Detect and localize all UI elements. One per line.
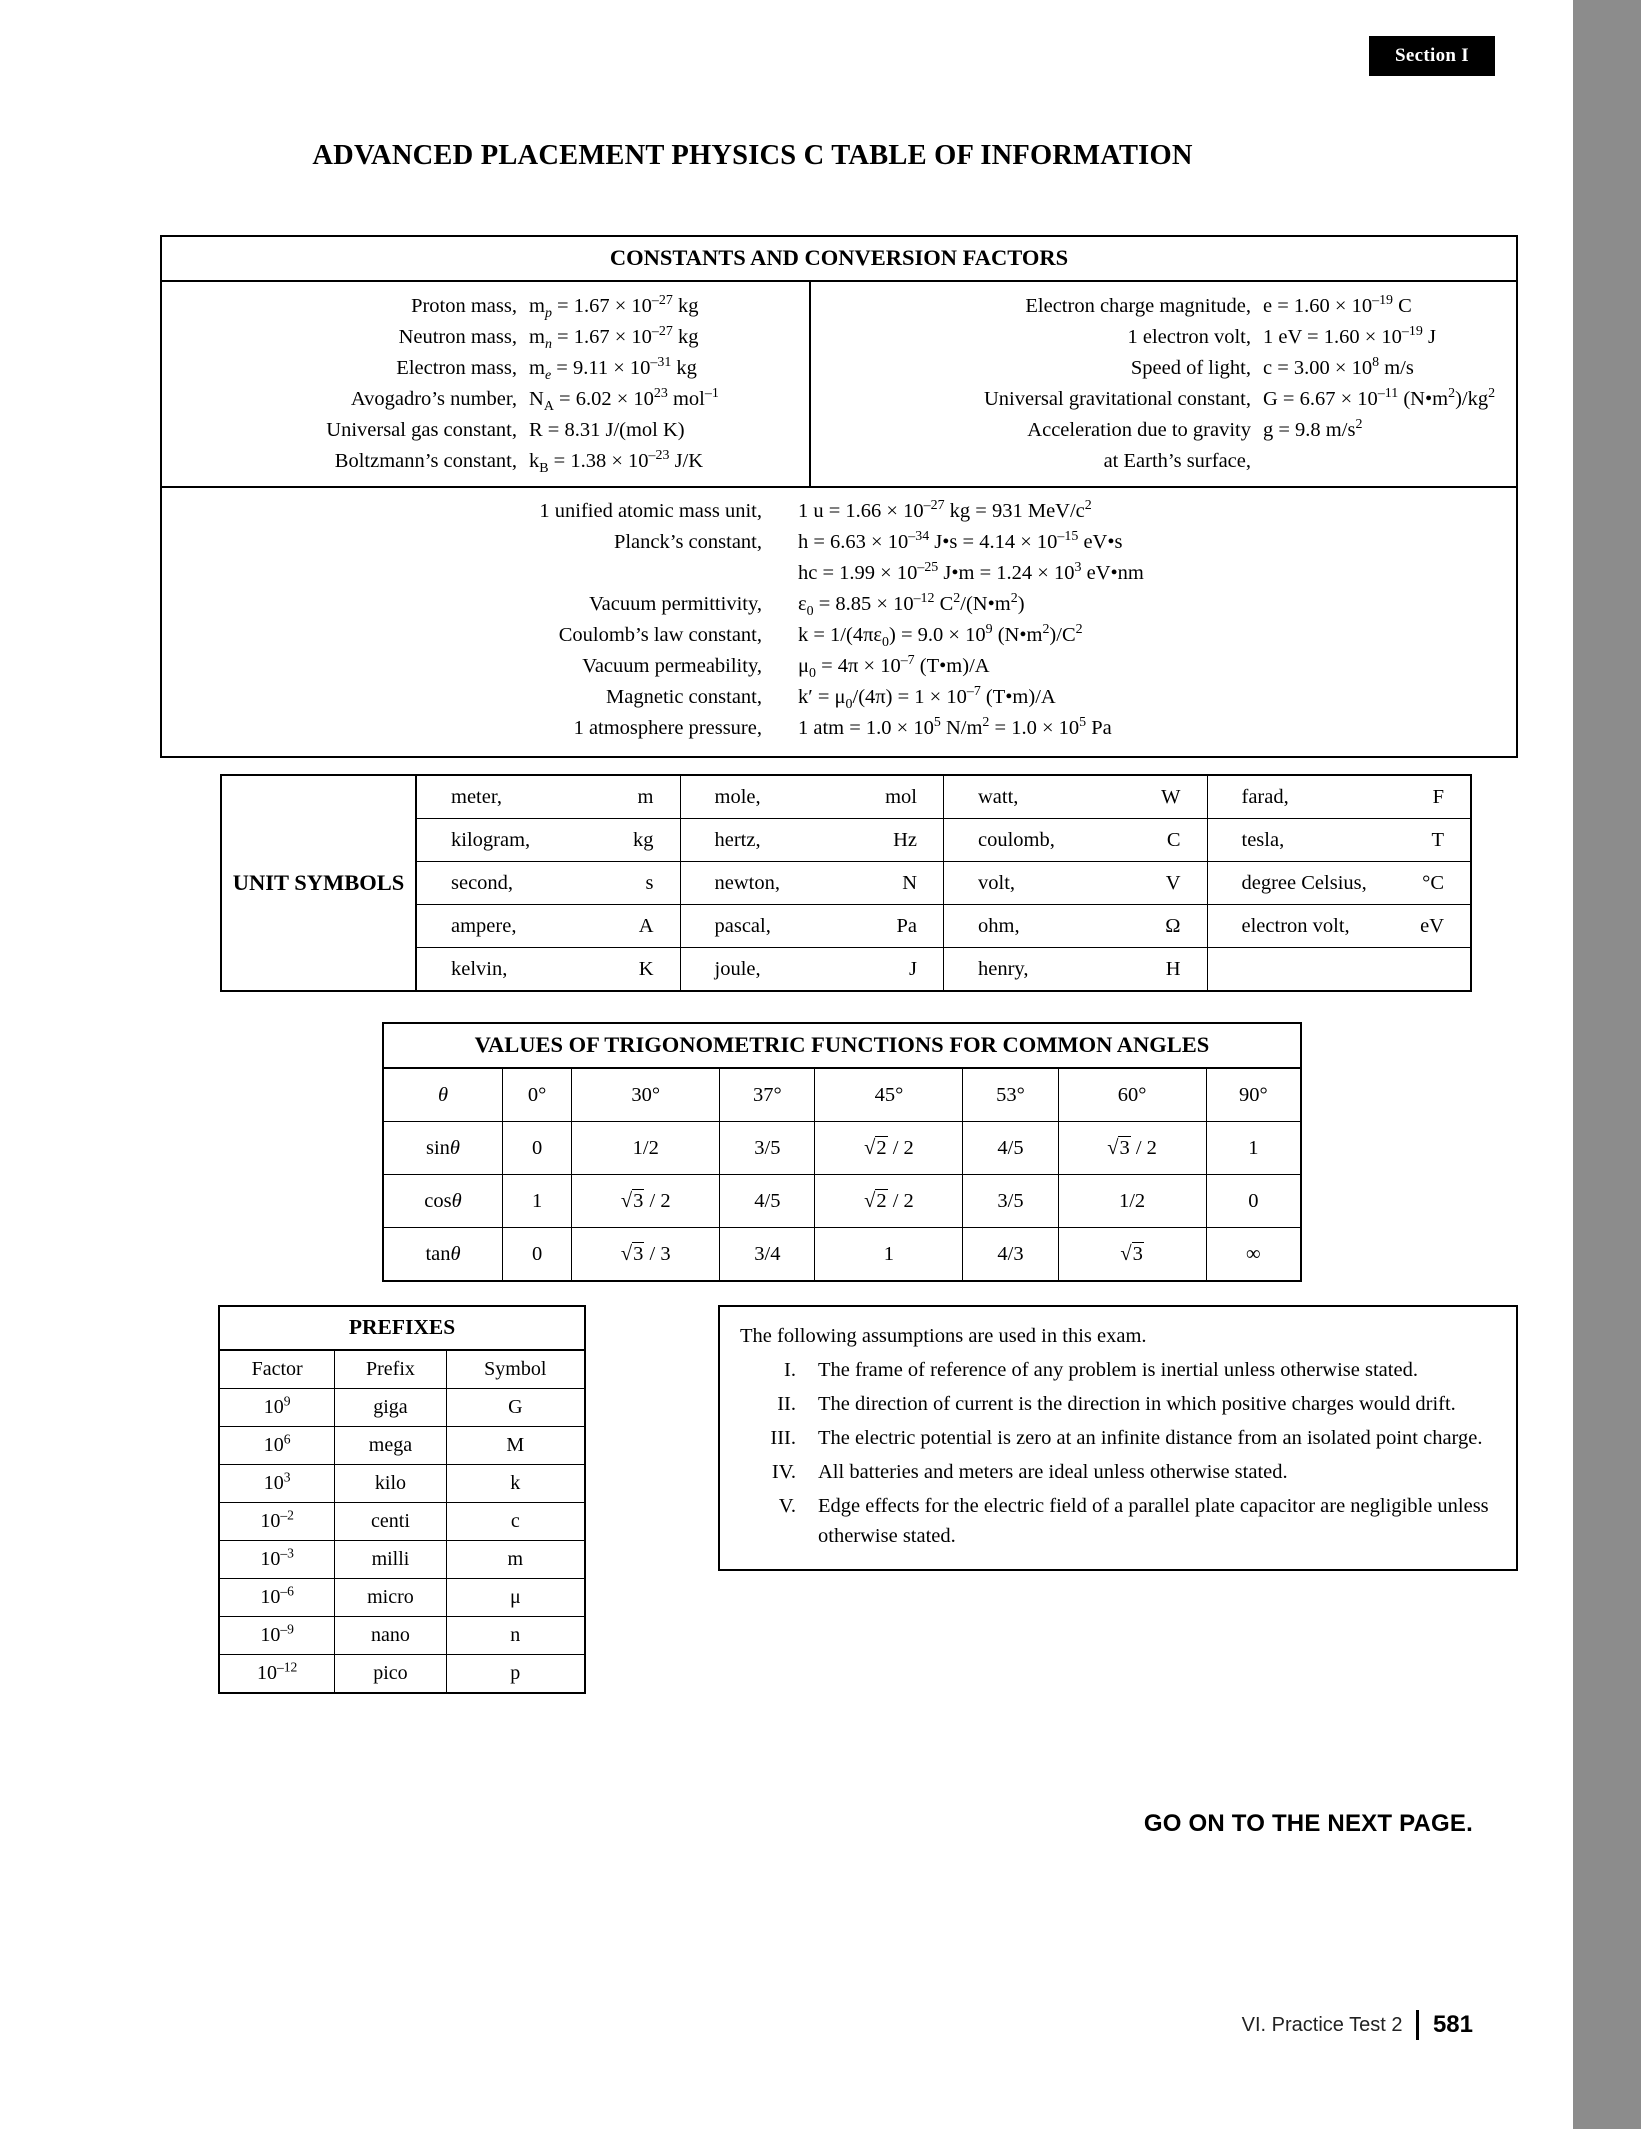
prefix-factor: $10^{-9}$ [220, 1617, 335, 1655]
constant-row [162, 682, 1516, 713]
unit-symbol: eV [1420, 915, 1444, 937]
prefix-symbol: p [446, 1655, 584, 1693]
unit-symbol-cell [944, 948, 1208, 990]
unit-symbols-row [417, 905, 1470, 948]
unit-symbol-cell [681, 948, 945, 990]
constant-label: Vacuum permeability, [582, 655, 762, 677]
assumption-text: All batteries and meters are ideal unless otherwise stated. [818, 1461, 1288, 1483]
unit-name: degree Celsius, [1241, 872, 1367, 894]
unit-name: ampere, [451, 915, 517, 937]
prefix-name: centi [335, 1503, 446, 1541]
unit-symbol: J [909, 958, 917, 980]
trig-angle-header: 30° [572, 1069, 720, 1122]
constant-label: Electron charge magnitude, [1025, 295, 1251, 317]
constant-label: Proton mass, [411, 295, 517, 317]
constant-value: 1 atm = $1.0 \times 10^5$ $N/m^2 = 1.0 \times 10^5$ Pa [798, 715, 1112, 739]
unit-symbols-label: UNIT SYMBOLS [222, 776, 417, 990]
constant-row [162, 651, 1516, 682]
prefixes-column-header: Factor [220, 1351, 335, 1389]
constant-label: at Earth’s surface, [1103, 450, 1251, 472]
prefixes-header-row [220, 1351, 584, 1389]
prefix-name: giga [335, 1389, 446, 1427]
assumptions-intro: The following assumptions are used in this exam. [740, 1325, 1147, 1347]
prefix-symbol: G [446, 1389, 584, 1427]
unit-name: tesla, [1241, 829, 1285, 851]
constants-header: CONSTANTS AND CONVERSION FACTORS [162, 237, 1516, 282]
constant-label: 1 atmosphere pressure, [573, 717, 762, 739]
constant-value: $e = 1.60 \times 10^{-19}$ C [1263, 293, 1412, 317]
trig-value-cell: √3 / 2 [572, 1175, 720, 1228]
constant-row [811, 322, 1523, 353]
prefix-factor: $10^9$ [220, 1389, 335, 1427]
constant-row [811, 415, 1523, 446]
unit-symbol: H [1165, 958, 1181, 980]
constant-value: $m_p = 1.67 \times 10^{-27}$ kg [529, 293, 699, 322]
prefix-name: milli [335, 1541, 446, 1579]
prefix-symbol: n [446, 1617, 584, 1655]
prefix-name: nano [335, 1617, 446, 1655]
prefix-factor: $10^{-6}$ [220, 1579, 335, 1617]
trig-value-cell: 0 [503, 1122, 572, 1175]
unit-symbol-cell [681, 819, 945, 861]
trig-function-label: sinθ [384, 1122, 503, 1175]
unit-symbol-cell [417, 776, 681, 818]
unit-symbol-cell [1208, 905, 1471, 947]
constant-label: Acceleration due to gravity [1027, 419, 1251, 441]
constant-value: $\mu_0 = 4\pi \times 10^{-7}$ (T•m)/A [798, 653, 990, 682]
unit-symbol-cell [944, 862, 1208, 904]
unit-symbol: Ω [1165, 915, 1181, 937]
trig-value-cell: 1 [1206, 1122, 1300, 1175]
prefix-symbol: μ [446, 1579, 584, 1617]
unit-symbol-cell [1208, 862, 1471, 904]
constant-row [811, 446, 1523, 477]
prefixes-grid [220, 1351, 584, 1692]
constant-label: Speed of light, [1130, 357, 1251, 379]
unit-name: kilogram, [451, 829, 531, 851]
prefix-name: kilo [335, 1465, 446, 1503]
unit-symbol: T [1431, 829, 1444, 851]
prefixes-row [220, 1427, 584, 1465]
constant-label: Universal gravitational constant, [984, 388, 1251, 410]
prefix-name: pico [335, 1655, 446, 1693]
unit-name: newton, [714, 872, 780, 894]
unit-name: watt, [978, 786, 1019, 808]
trig-value-cell: √2 / 2 [815, 1122, 963, 1175]
constant-value: $G = 6.67 \times 10^{-11}$ $(N•m^2)/kg^2$ [1263, 386, 1496, 410]
unit-symbol: F [1432, 786, 1444, 808]
trig-value-cell: 3/5 [720, 1122, 815, 1175]
constant-value: $\varepsilon_0 = 8.85 \times 10^{-12}$ $C^2/(N•m^2)$ [798, 591, 1025, 620]
page-title: ADVANCED PLACEMENT PHYSICS C TABLE OF INFORMATION [312, 140, 1193, 171]
constant-row [162, 415, 809, 446]
trig-value-cell: 0 [1206, 1175, 1300, 1228]
prefix-factor: $10^3$ [220, 1465, 335, 1503]
footer-divider [1416, 2010, 1419, 2040]
unit-symbol: Pa [896, 915, 917, 937]
unit-symbol-cell [944, 776, 1208, 818]
prefixes-table [218, 1305, 586, 1694]
trig-value-cell: 1/2 [572, 1122, 720, 1175]
prefixes-row [220, 1541, 584, 1579]
unit-symbol: A [638, 915, 654, 937]
trig-row [384, 1122, 1300, 1175]
unit-symbol-cell [417, 905, 681, 947]
unit-symbol-cell [681, 905, 945, 947]
prefix-symbol: m [446, 1541, 584, 1579]
assumption-item [736, 1457, 1494, 1487]
constant-row [162, 527, 1516, 558]
constant-value: $k' = \mu_0/(4\pi) = 1 \times 10^{-7}$ (T•m)/A [798, 684, 1056, 713]
section-tab: Section I [1369, 36, 1495, 76]
constant-row [162, 446, 809, 477]
unit-symbol-cell [417, 862, 681, 904]
prefixes-row [220, 1503, 584, 1541]
trig-angle-header: θ [384, 1069, 503, 1122]
assumption-number: II. [777, 1393, 796, 1415]
trig-row [384, 1175, 1300, 1228]
constant-label: Neutron mass, [398, 326, 517, 348]
constant-row [162, 713, 1516, 744]
assumption-number: III. [770, 1427, 796, 1449]
unit-symbol: mol [885, 786, 917, 808]
constant-value [1263, 446, 1523, 477]
constant-value: $m_e = 9.11 \times 10^{-31}$ kg [529, 355, 697, 384]
prefix-factor: $10^6$ [220, 1427, 335, 1465]
unit-name: hertz, [714, 829, 761, 851]
unit-name: ohm, [978, 915, 1020, 937]
trig-angle-header: 90° [1206, 1069, 1300, 1122]
assumption-number: IV. [771, 1461, 796, 1483]
trig-value-cell: 1 [503, 1175, 572, 1228]
trig-angle-header: 60° [1058, 1069, 1206, 1122]
trig-function-label: tanθ [384, 1228, 503, 1281]
constant-value: $N_A = 6.02 \times 10^{23}$ mol$^{-1}$ [529, 386, 719, 415]
prefixes-header: PREFIXES [220, 1307, 584, 1351]
trig-angle-header: 37° [720, 1069, 815, 1122]
unit-name: volt, [978, 872, 1016, 894]
constant-row [162, 589, 1516, 620]
constant-value: $k = 1/(4\pi\varepsilon_0) = 9.0 \times 10^9$ $(N•m^2)/C^2$ [798, 622, 1083, 651]
constant-value: $m_n = 1.67 \times 10^{-27}$ kg [529, 324, 699, 353]
constant-row [162, 558, 1516, 589]
trig-value-cell: 1 [815, 1228, 963, 1281]
prefixes-column-header: Symbol [446, 1351, 584, 1389]
unit-symbols-row [417, 819, 1470, 862]
unit-symbol: s [645, 872, 654, 894]
constant-value: $h = 6.63 \times 10^{-34}$ J•s = $4.14 \times 10^{-15}$ eV•s [798, 529, 1123, 553]
constant-label: 1 electron volt, [1127, 326, 1251, 348]
constants-left-column [162, 282, 811, 486]
constant-row [811, 291, 1523, 322]
prefixes-row [220, 1655, 584, 1693]
prefix-factor: $10^{-3}$ [220, 1541, 335, 1579]
unit-symbol: C [1166, 829, 1181, 851]
assumption-item [736, 1491, 1494, 1551]
prefixes-column-header: Prefix [335, 1351, 446, 1389]
unit-name: second, [451, 872, 514, 894]
unit-symbol: °C [1422, 872, 1444, 894]
constant-row [162, 384, 809, 415]
trig-value-cell: 3/5 [963, 1175, 1058, 1228]
trig-angle-header: 53° [963, 1069, 1058, 1122]
constant-label: Electron mass, [396, 357, 517, 379]
unit-symbols-row [417, 862, 1470, 905]
assumptions-box [718, 1305, 1518, 1571]
trig-value-cell: 4/5 [720, 1175, 815, 1228]
trig-value-cell: √2 / 2 [815, 1175, 963, 1228]
prefix-name: micro [335, 1579, 446, 1617]
trig-value-cell: 4/5 [963, 1122, 1058, 1175]
trig-value-cell: √3 [1058, 1228, 1206, 1281]
assumption-text: Edge effects for the electric field of a parallel plate capacitor are negligible unless otherwise stated. [818, 1495, 1489, 1547]
constant-value: $c = 3.00 \times 10^8$ m/s [1263, 355, 1414, 379]
trig-row [384, 1228, 1300, 1281]
constant-row [162, 496, 1516, 527]
unit-symbols-row [417, 776, 1470, 819]
trig-header: VALUES OF TRIGONOMETRIC FUNCTIONS FOR COMMON ANGLES [384, 1024, 1300, 1069]
prefix-factor: $10^{-2}$ [220, 1503, 335, 1541]
constant-row [162, 322, 809, 353]
assumption-item [736, 1389, 1494, 1419]
trig-angle-header: 0° [503, 1069, 572, 1122]
prefix-name: mega [335, 1427, 446, 1465]
prefix-symbol: c [446, 1503, 584, 1541]
constant-value: g = 9.8 $m/s^2$ [1263, 417, 1363, 441]
go-on-notice: GO ON TO THE NEXT PAGE. [1143, 1810, 1473, 1837]
constant-row [811, 353, 1523, 384]
unit-symbol: W [1161, 786, 1181, 808]
prefix-symbol: M [446, 1427, 584, 1465]
unit-name: mole, [714, 786, 761, 808]
unit-name: joule, [714, 958, 761, 980]
trig-value-cell: √3 / 2 [1058, 1122, 1206, 1175]
assumptions-list [736, 1355, 1494, 1551]
page-footer [1242, 2010, 1473, 2040]
assumption-number: V. [778, 1495, 796, 1517]
constant-value: 1 eV = $1.60 \times 10^{-19}$ J [1263, 324, 1436, 348]
assumption-text: The direction of current is the direction in which positive charges would drift. [818, 1393, 1456, 1415]
unit-symbol: K [638, 958, 654, 980]
unit-symbol-cell [417, 819, 681, 861]
constant-label: Magnetic constant, [606, 686, 762, 708]
unit-symbol-cell [1208, 819, 1471, 861]
constant-label: Avogadro’s number, [350, 388, 517, 410]
prefixes-row [220, 1465, 584, 1503]
constant-label: 1 unified atomic mass unit, [539, 500, 762, 522]
trig-value-cell: ∞ [1206, 1228, 1300, 1281]
unit-symbol-cell [944, 905, 1208, 947]
trig-table [382, 1022, 1302, 1282]
assumption-text: The electric potential is zero at an infinite distance from an isolated point charge. [818, 1427, 1483, 1449]
footer-section-label: VI. Practice Test 2 [1241, 2013, 1403, 2036]
assumption-item [736, 1423, 1494, 1453]
constant-label: Universal gas constant, [326, 419, 517, 441]
unit-name: henry, [978, 958, 1029, 980]
constant-label: Coulomb’s law constant, [558, 624, 762, 646]
trig-header-row [384, 1069, 1300, 1122]
trig-value-cell: 1/2 [1058, 1175, 1206, 1228]
unit-name: coulomb, [978, 829, 1055, 851]
prefix-factor: $10^{-12}$ [220, 1655, 335, 1693]
constants-table [160, 235, 1518, 758]
unit-symbol-cell [944, 819, 1208, 861]
unit-name: kelvin, [451, 958, 508, 980]
unit-symbol: m [637, 786, 654, 808]
unit-symbol: Hz [893, 829, 917, 851]
unit-symbol: N [902, 872, 917, 894]
unit-symbols-row [417, 948, 1470, 990]
constant-value: 1 $u = 1.66 \times 10^{-27}$ kg = 931 MeV/$c^2$ [798, 498, 1092, 522]
trig-value-cell: 3/4 [720, 1228, 815, 1281]
constant-value: R = 8.31 J/(mol K) [529, 419, 685, 441]
constant-value: $k_B = 1.38 \times 10^{-23}$ J/K [529, 448, 704, 477]
assumption-number: I. [784, 1359, 796, 1381]
unit-symbols-grid [417, 776, 1470, 990]
trig-value-cell: 0 [503, 1228, 572, 1281]
constant-row [811, 384, 1523, 415]
trig-values-grid [384, 1069, 1300, 1280]
constant-value: hc = $1.99 \times 10^{-25}$ J•m = $1.24 \times 10^3$ eV•nm [798, 560, 1144, 584]
unit-symbol-cell [417, 948, 681, 990]
prefix-symbol: k [446, 1465, 584, 1503]
prefixes-row [220, 1579, 584, 1617]
unit-symbols-table [220, 774, 1472, 992]
unit-name: meter, [451, 786, 502, 808]
prefixes-row [220, 1617, 584, 1655]
constant-label: Boltzmann’s constant, [334, 450, 517, 472]
unit-symbol-cell [1208, 948, 1471, 990]
unit-symbol: V [1165, 872, 1181, 894]
constant-row [162, 620, 1516, 651]
assumption-item [736, 1355, 1494, 1385]
constant-row [162, 291, 809, 322]
prefixes-row [220, 1389, 584, 1427]
unit-symbol-cell [681, 776, 945, 818]
unit-name: electron volt, [1241, 915, 1350, 937]
unit-name: pascal, [714, 915, 771, 937]
page-edge-strip [1573, 0, 1641, 2129]
unit-symbol-cell [681, 862, 945, 904]
trig-function-label: cosθ [384, 1175, 503, 1228]
footer-page-number: 581 [1432, 2011, 1473, 2038]
constant-label [162, 558, 798, 589]
unit-symbol: kg [633, 829, 654, 851]
unit-symbol-cell [1208, 776, 1471, 818]
unit-name: farad, [1241, 786, 1289, 808]
trig-value-cell: 4/3 [963, 1228, 1058, 1281]
constants-right-column [811, 282, 1523, 486]
constant-label: Vacuum permittivity, [589, 593, 762, 615]
assumption-text: The frame of reference of any problem is inertial unless otherwise stated. [818, 1359, 1418, 1381]
constant-row [162, 353, 809, 384]
trig-value-cell: √3 / 3 [572, 1228, 720, 1281]
constant-label: Planck’s constant, [613, 531, 762, 553]
constants-bottom-block [162, 488, 1516, 756]
trig-angle-header: 45° [815, 1069, 963, 1122]
